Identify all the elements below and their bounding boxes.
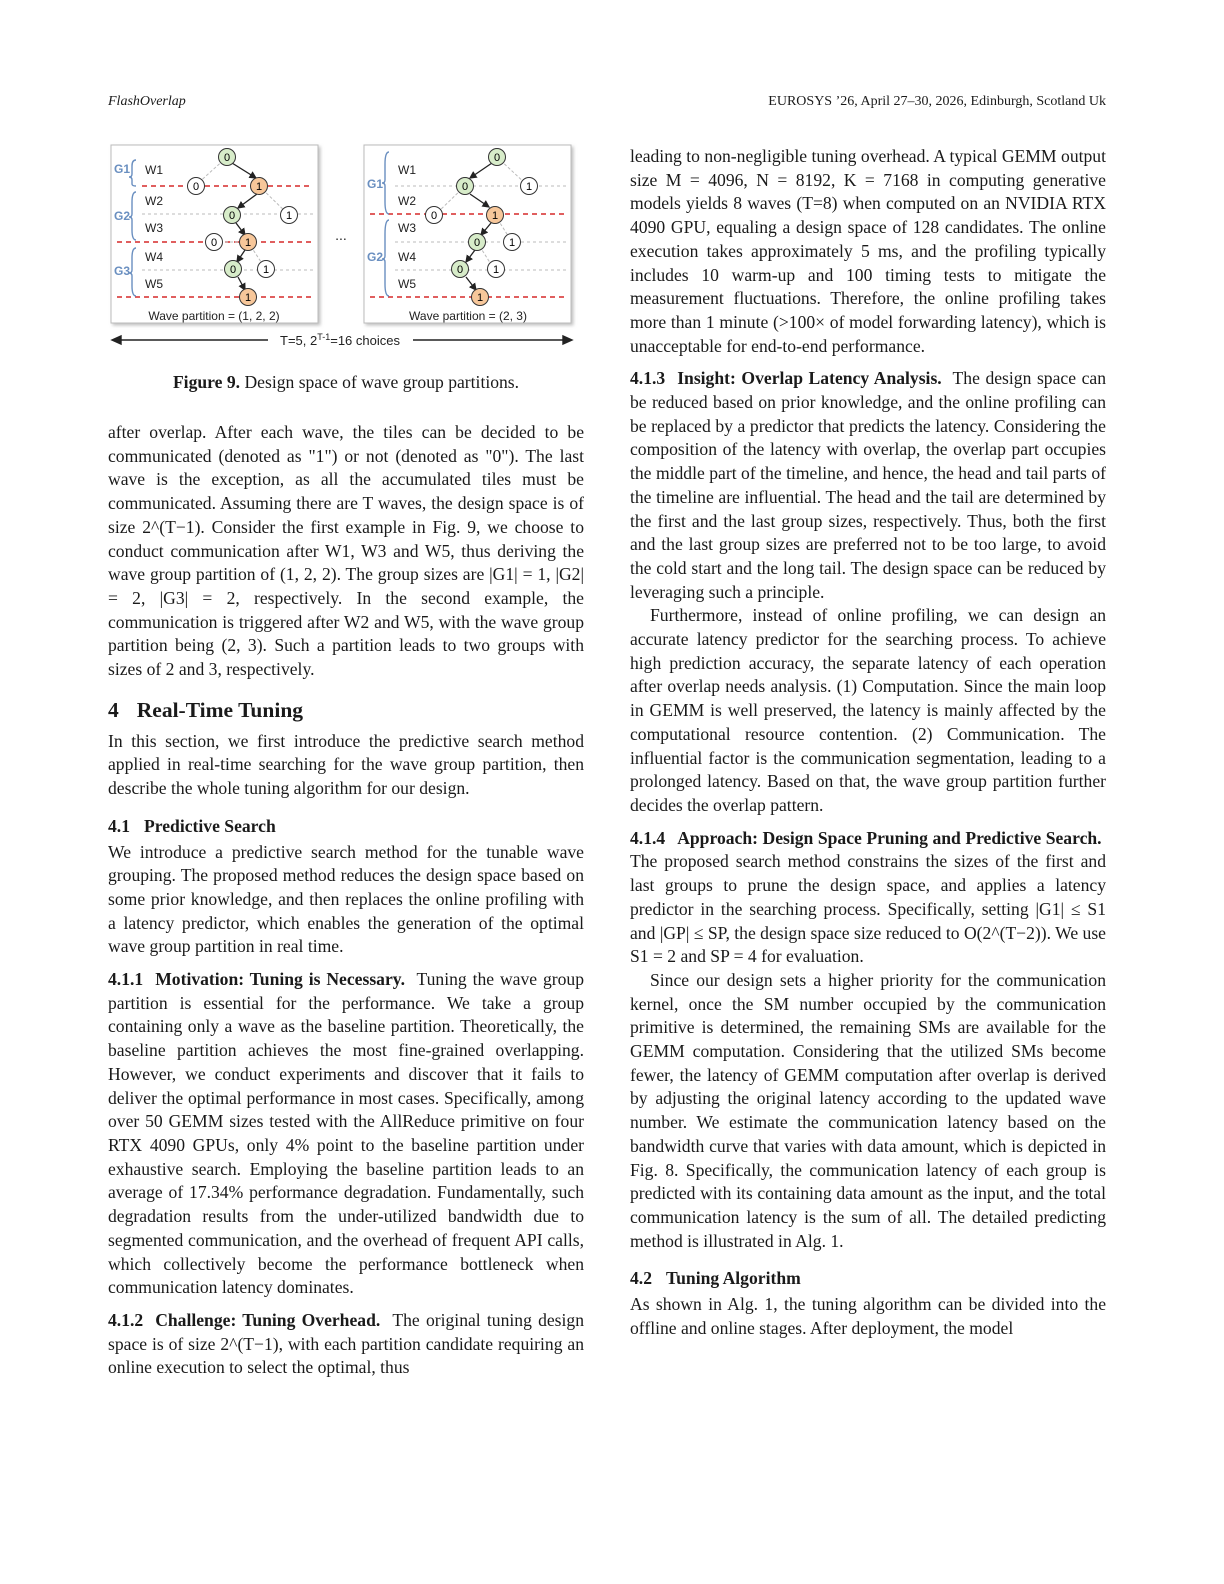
svg-text:0: 0	[228, 210, 236, 222]
subsubsection-4-1-4	[630, 827, 1106, 969]
run-in-heading: 4.1.1 Motivation: Tuning is Necessary.	[108, 969, 406, 990]
svg-text:0: 0	[461, 181, 469, 193]
subsection-title: Tuning Algorithm	[666, 1268, 801, 1289]
svg-text:1: 1	[244, 292, 252, 304]
left-panel-label: Wave partition = (1, 2, 2)	[148, 309, 280, 323]
subsection-4-1-text: We introduce a predictive search method for the tunable wave grouping. The proposed method reduces the design space based on some prior knowledge, and then replaces the online profiling with a latency predictor, which enables the generation of the optimal wave group partition in real time.	[108, 841, 584, 957]
svg-text:1: 1	[255, 181, 263, 193]
paragraph: Furthermore, instead of online profiling, we can design an accurate latency predictor for the searching process. To achieve high prediction accuracy, the separate latency of each operation after overlap needs analysis. (1) Computation. Since the main loop in GEMM is well preserved, the latency is mainly affected by the computational resource contention. (2) Communication. The influential factor is the communication segmentation, leading to a prolonged latency. Based on that, the wave group partition further decides the overlap pattern.	[630, 605, 1106, 815]
svg-text:1: 1	[476, 292, 484, 304]
group-label-g2: G2	[367, 250, 384, 264]
subsection-number: 4.1	[108, 815, 130, 836]
svg-text:0: 0	[192, 181, 200, 193]
svg-text:1: 1	[262, 264, 270, 276]
run-in-heading: 4.1.4 Approach: Design Space Pruning and Predictive Search.	[630, 827, 1102, 848]
svg-text:1: 1	[525, 181, 533, 193]
figure-ellipsis: ...	[335, 227, 347, 243]
left-panel	[111, 145, 318, 323]
svg-text:1: 1	[491, 210, 499, 222]
subsubsection-4-1-1	[108, 968, 584, 1300]
group-label-g1: G1	[114, 162, 131, 176]
subsection-number: 4.2	[630, 1268, 652, 1289]
run-in-body: Tuning the wave group partition is essential for the performance. We take a group containing only a wave as the baseline partition. Theoretically, the baseline partition achieves the most fine-grained overlapping. However, we conduct experiments and discover that it fails to deliver the optimal performance in most cases. Specifically, among over 50 GEMM sizes tested with the AllReduce primitive on four RTX 4090 GPUs, only 4% point to the baseline partition under exhaustive search. Employing the baseline partition leads to an average of 17.34% performance degradation. Fundamentally, such degradation results from the under-utilized bandwidth due to segmented communication, and the overhead of frequent API calls, which collectively become the performance bottleneck when communication latency dominates.	[108, 969, 585, 1298]
wave-label-w1: W1	[398, 163, 416, 177]
svg-text:1: 1	[285, 210, 293, 222]
run-in-body: The proposed search method constrains the sizes of the first and last groups to prune the design space, and applies a latency predictor in the searching process. Specifically, setting |G1| ≤ S1 and |GP| ≤ SP, the design space size reduced to O(2^(T−2)). We use S1 = 2 and SP = 4 for evaluation.	[630, 851, 1106, 967]
svg-text:0: 0	[229, 264, 237, 276]
subsubsection-4-1-3	[630, 367, 1106, 604]
wave-label-w5: W5	[145, 277, 163, 291]
subsection-4-2-heading	[630, 1267, 1106, 1291]
wave-label-w2: W2	[398, 194, 416, 208]
figure-9	[108, 140, 578, 360]
wave-partition-diagram	[108, 140, 578, 355]
svg-text:0: 0	[493, 152, 501, 164]
section-4-heading	[108, 696, 584, 724]
paragraph: after overlap. After each wave, the tiles can be decided to be communicated (denoted as "1") or not (denoted as "0"). The last wave is the exception, as all the accumulated tiles must be communicated. Assuming there are T waves, the design space is of size 2^(T−1). Consider the first example in Fig. 9, we choose to conduct communication after W1, W3 and W5, thus deriving the wave group partition of (1, 2, 2). The group sizes are |G1| = 1, |G2| = 2, |G3| = 2, respectively. In the second example, the communication is triggered after W2 and W5, with the wave group partition being (2, 3). Such a partition leads to two groups with sizes of 2 and 3, respectively.	[108, 422, 584, 680]
figure-caption-text: Design space of wave group partitions.	[244, 372, 520, 392]
section-4-intro: In this section, we first introduce the predictive search method applied in real-time searching for the wave group partition, then describe the whole tuning algorithm for our design.	[108, 730, 584, 799]
section-number: 4	[108, 697, 119, 722]
svg-text:0: 0	[430, 210, 438, 222]
wave-label-w3: W3	[145, 221, 163, 235]
right-panel-frame	[364, 145, 571, 323]
svg-text:0: 0	[456, 264, 464, 276]
wave-label-w3: W3	[398, 221, 416, 235]
running-header-venue: EUROSYS ’26, April 27–30, 2026, Edinburgh, Scotland Uk	[768, 94, 1106, 109]
right-panel-label: Wave partition = (2, 3)	[409, 309, 527, 323]
paragraph: Since our design sets a higher priority for the communication kernel, once the SM number occupied by the communication primitive is determined, the remaining SMs are available for the GEMM computation. Considering that the utilized SMs become fewer, the latency of GEMM computation after overlap is derived by adjusting the original latency according to the updated wave number. We estimate the communication latency based on the bandwidth curve that varies with data amount, which is depicted in Fig. 8. Specifically, the communication latency of each group is predicted with its containing data amount as the input, and the total communication latency is the sum of all. The detailed predicting method is illustrated in Alg. 1.	[630, 969, 1106, 1251]
svg-text:1: 1	[508, 237, 516, 249]
svg-text:0: 0	[210, 237, 218, 249]
figure-label: Figure 9.	[172, 372, 241, 392]
wave-label-w5: W5	[398, 277, 416, 291]
run-in-heading: 4.1.3 Insight: Overlap Latency Analysis.	[630, 368, 942, 389]
subsubsection-4-1-2	[108, 1309, 584, 1380]
wave-label-w4: W4	[398, 250, 416, 264]
right-column	[630, 145, 1106, 1340]
left-column	[108, 421, 584, 1380]
svg-text:1: 1	[492, 264, 500, 276]
group-label-g1: G1	[367, 177, 384, 191]
subsection-4-2-text: As shown in Alg. 1, the tuning algorithm can be divided into the offline and online stages. After deployment, the model	[630, 1294, 1106, 1338]
subsection-4-1-heading	[108, 815, 584, 839]
paragraph: leading to non-negligible tuning overhead. A typical GEMM output size M = 4096, N = 8192, K = 7168 in computing generative models yields 8 waves (T=8) when computed on an NVIDIA RTX 4090 GPU, equaling a design space of 128 candidates. The online execution takes approximately 5 ms, and the profiling typically includes 10 warm-up and 100 timing tests to mitigate the measurement fluctuations. Therefore, the online profiling takes more than 1 minute (>100× of model forwarding latency), which is unacceptable for end-to-end performance.	[630, 146, 1106, 356]
span-label: T=5, $2^{T-1}=16$ choices	[280, 332, 400, 348]
run-in-body: The original tuning design space is of size 2^(T−1), with each partition candidate requiring an online execution to select the optimal, thus	[108, 1309, 585, 1378]
section-title: Real-Time Tuning	[136, 697, 304, 722]
run-in-heading: 4.1.2 Challenge: Tuning Overhead.	[108, 1309, 381, 1330]
wave-label-w1: W1	[145, 163, 163, 177]
run-in-body: The design space can be reduced based on prior knowledge, and the online profiling can be replaced by a predictor that predicts the latency. Considering the composition of the latency with overlap, the overlap part occupies the middle part of the timeline, and hence, the head and tail parts of the timeline are influential. The head and the tail are determined by the first and the last group sizes, respectively. Thus, both the first and the last group sizes are preferred not to be too large, to avoid the cold start and the long tail. The design space can be reduced by leveraging such a principle.	[630, 368, 1107, 602]
svg-text:0: 0	[223, 152, 231, 164]
subsection-title: Predictive Search	[144, 815, 276, 836]
right-panel	[364, 145, 571, 323]
group-label-g2: G2	[114, 209, 131, 223]
wave-label-w2: W2	[145, 194, 163, 208]
svg-text:1: 1	[244, 237, 252, 249]
running-header-title: FlashOverlap	[108, 94, 186, 109]
svg-text:0: 0	[473, 237, 481, 249]
figure-9-caption	[108, 372, 584, 393]
wave-label-w4: W4	[145, 250, 163, 264]
group-label-g3: G3	[114, 264, 131, 278]
